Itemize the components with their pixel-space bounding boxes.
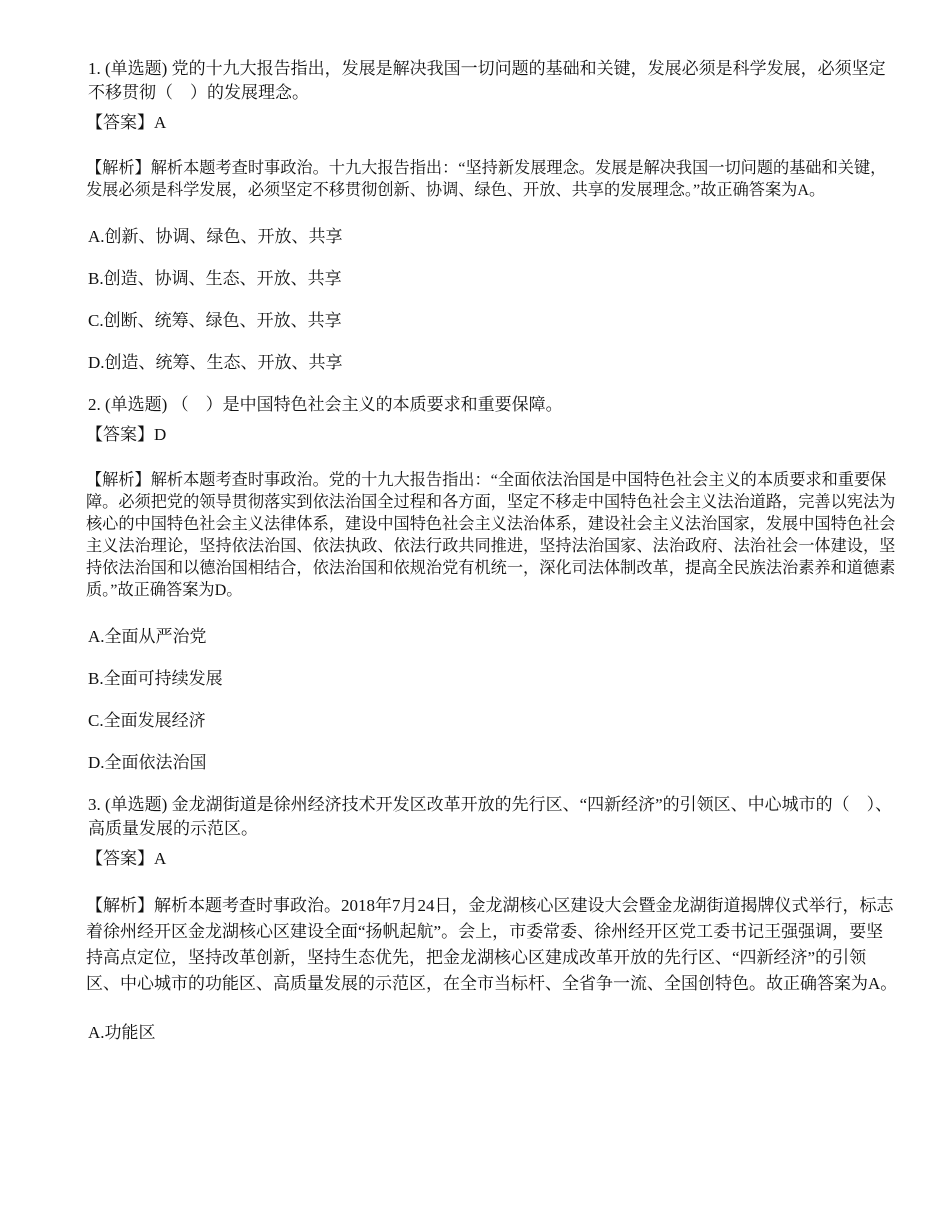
option-d: D.创造、统筹、生态、开放、共享 [88, 353, 343, 372]
option-c: C.全面发展经济 [88, 711, 206, 730]
question-stem: 3. (单选题) 金龙湖街道是徐州经济技术开发区改革开放的先行区、“四新经济”的引领区、中心城市的（ ）、高质量发展的示范区。 [88, 795, 893, 838]
answer-line: 【答案】D [86, 425, 167, 444]
option-d: D.全面依法治国 [88, 753, 207, 772]
option-list [88, 225, 900, 393]
question-1 [88, 57, 900, 393]
analysis-text: 【解析】解析本题考查时事政治。党的十九大报告指出：“全面依法治国是中国特色社会主义的本质要求和重要保障。必须把党的领导贯彻落实到依法治国全过程和各方面，坚定不移走中国特色社会主义法治道路，完善以宪法为核心的中国特色社会主义法律体系，建设中国特色社会主义法治体系，建设社会主义法治国家，发展中国特色社会主义法治理论，坚持依法治国、依法执政、依法行政共同推进，坚持法治国家、法治政府、法治社会一体建设，坚持依法治国和以德治国相结合，依法治国和依规治党有机统一，深化司法体制改革，提高全民族法治素养和道德素质。”故正确答案为D。 [86, 471, 896, 599]
option-b: B.创造、协调、生态、开放、共享 [88, 269, 342, 288]
option-a: A.全面从严治党 [88, 627, 207, 646]
question-3 [88, 793, 900, 1063]
answer-line: 【答案】A [86, 849, 167, 868]
analysis-text: 【解析】解析本题考查时事政治。2018年7月24日，金龙湖核心区建设大会暨金龙湖街道揭牌仪式举行，标志着徐州经开区金龙湖核心区建设全面“扬帆起航”。会上，市委常委、徐州经开区党工委书记王强强调，要坚持高点定位，坚持改革创新，坚持生态优先，把金龙湖核心区建成改革开放的先行区、“四新经济”的引领区、中心城市的功能区、高质量发展的示范区，在全市当标杆、全省争一流、全国创特色。故正确答案为A。 [86, 896, 898, 993]
question-2 [88, 393, 900, 793]
option-c: C.创断、统筹、绿色、开放、共享 [88, 311, 342, 330]
option-list [88, 625, 900, 793]
option-list [88, 1021, 900, 1063]
analysis-text: 【解析】解析本题考查时事政治。十九大报告指出：“坚持新发展理念。发展是解决我国一切问题的基础和关键，发展必须是科学发展，必须坚定不移贯彻创新、协调、绿色、开放、共享的发展理念。”故正确答案为A。 [86, 159, 887, 199]
answer-line: 【答案】A [86, 113, 167, 132]
option-b: B.全面可持续发展 [88, 669, 223, 688]
option-a: A.功能区 [88, 1023, 156, 1042]
question-list [88, 57, 900, 1063]
question-stem: 2. (单选题) （ ）是中国特色社会主义的本质要求和重要保障。 [88, 395, 563, 414]
question-stem: 1. (单选题) 党的十九大报告指出，发展是解决我国一切问题的基础和关键，发展必须是科学发展，必须坚定不移贯彻（ ）的发展理念。 [88, 59, 886, 102]
option-a: A.创新、协调、绿色、开放、共享 [88, 227, 343, 246]
